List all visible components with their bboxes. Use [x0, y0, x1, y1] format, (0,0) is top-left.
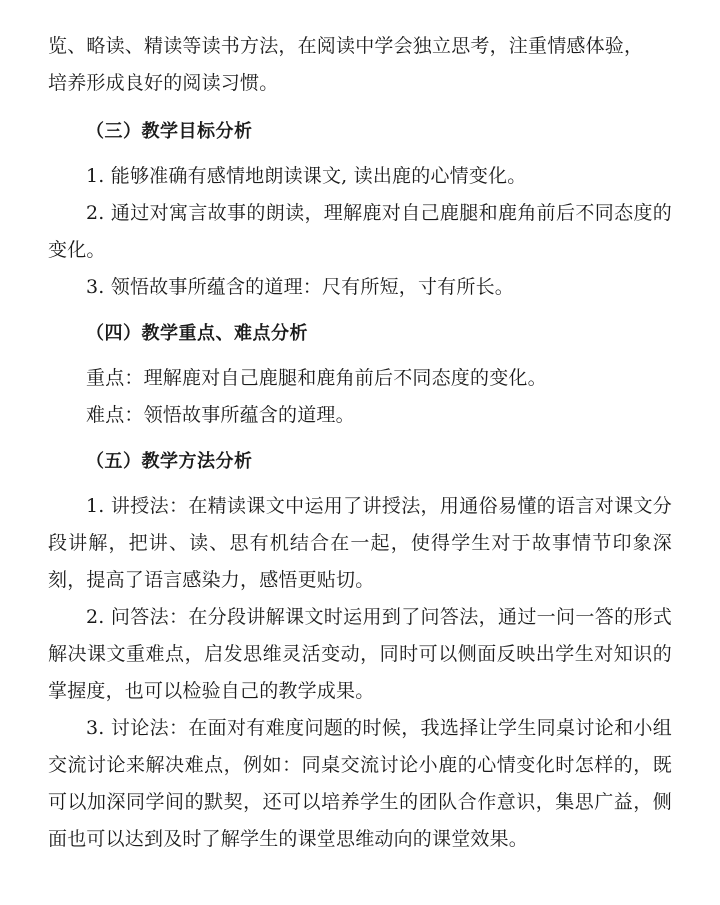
section-4-difficult-point: 难点：领悟故事所蕴含的道理。	[86, 404, 355, 426]
intro-paragraph-line-1: 览、略读、精读等读书方法，在阅读中学会独立思考，注重情感体验，	[48, 35, 644, 57]
section-3-item-2: 2. 通过对寓言故事的朗读，理解鹿对自己鹿腿和鹿角前后不同态度的变化。	[48, 202, 672, 261]
section-5-item-2: 2. 问答法：在分段讲解课文时运用到了问答法，通过一问一答的形式解决课文重难点，启发思维灵活变动，同时可以侧面反映出学生对知识的掌握度，也可以检验自己的教学成果。	[48, 606, 672, 702]
section-4-key-point: 重点：理解鹿对自己鹿腿和鹿角前后不同态度的变化。	[86, 367, 547, 389]
section-3-heading: （三）教学目标分析	[86, 121, 253, 142]
section-5-item-3: 3. 讨论法：在面对有难度问题的时候，我选择让学生同桌讨论和小组交流讨论来解决难点，例如：同桌交流讨论小鹿的心情变化时怎样的，既可以加深同学间的默契，还可以培养学生的团队合作意识，集思广益，侧面也可以达到及时了解学生的课堂思维动向的课堂效果。	[48, 717, 672, 850]
section-4-heading: （四）教学重点、难点分析	[86, 323, 308, 344]
section-3-item-1: 1. 能够准确有感情地朗读课文, 读出鹿的心情变化。	[86, 165, 527, 187]
document-content	[48, 28, 672, 858]
section-3-list	[48, 158, 672, 306]
intro-paragraph-line-2: 培养形成良好的阅读习惯。	[48, 72, 279, 94]
section-3-item-3: 3. 领悟故事所蕴含的道理：尺有所短，寸有所长。	[86, 276, 514, 298]
section-5-item-1: 1. 讲授法：在精读课文中运用了讲授法，用通俗易懂的语言对课文分段讲解，把讲、读、思有机结合在一起，使得学生对于故事情节印象深刻，提高了语言感染力，感悟更贴切。	[48, 495, 672, 591]
section-5-heading: （五）教学方法分析	[86, 451, 253, 472]
section-5-list	[48, 488, 672, 858]
section-4-list	[48, 360, 672, 434]
